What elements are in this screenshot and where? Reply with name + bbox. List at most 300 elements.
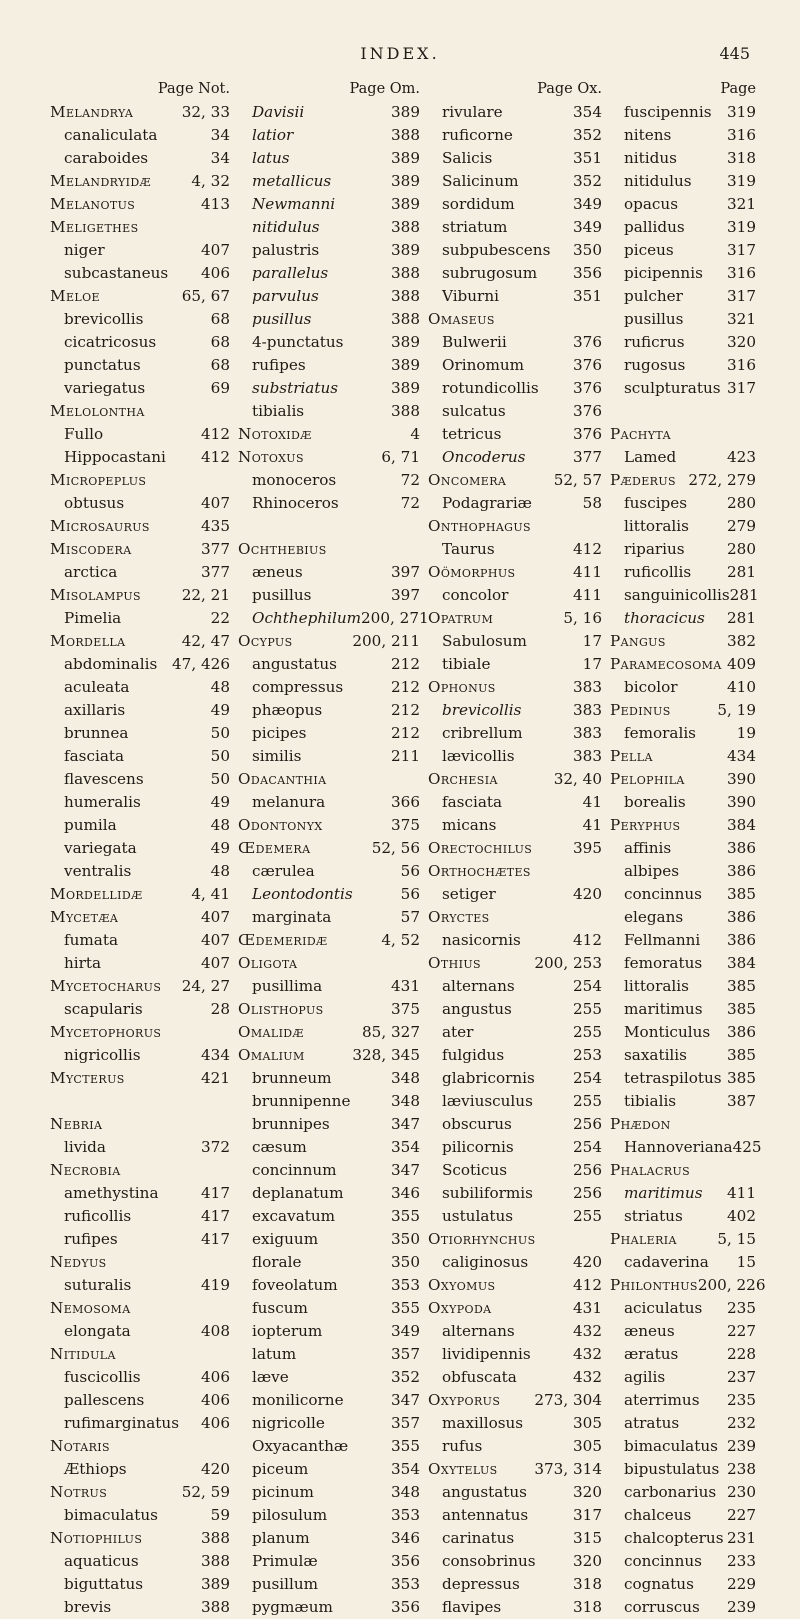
index-entry	[428, 216, 602, 239]
page-reference: 212	[391, 724, 420, 742]
page-reference: 272, 279	[688, 471, 756, 489]
page-reference: 5, 16	[563, 609, 602, 627]
index-entry	[50, 538, 230, 561]
page-reference: 350	[573, 241, 602, 259]
species-name: 4-punctatus	[252, 333, 344, 351]
index-entry	[428, 745, 602, 768]
species-name: elongata	[64, 1322, 131, 1340]
species-name: concinnum	[252, 1161, 337, 1179]
genus-name: Philonthus	[610, 1276, 698, 1294]
page-header	[0, 44, 800, 66]
page-reference: 407	[201, 908, 230, 926]
species-name: Salicis	[442, 149, 493, 167]
species-name: Fullo	[64, 425, 104, 443]
index-entry	[428, 1527, 602, 1550]
index-entry	[428, 998, 602, 1021]
genus-name: Mycetophorus	[50, 1023, 162, 1041]
species-name: alternans	[442, 977, 515, 995]
page-reference: 432	[573, 1368, 602, 1386]
species-name: Orinomum	[442, 356, 525, 374]
column-heading: Page	[720, 81, 756, 97]
page-reference: 386	[727, 862, 756, 880]
species-name: arctica	[64, 563, 118, 581]
species-name: Hannoveriana	[624, 1138, 733, 1156]
index-entry	[238, 331, 420, 354]
page-reference: 351	[573, 149, 602, 167]
column-heading: Page Om.	[349, 81, 420, 97]
genus-name: Oxytelus	[428, 1460, 498, 1478]
index-entry	[610, 906, 756, 929]
page-reference: 232	[727, 1414, 756, 1432]
page-reference: 395	[573, 839, 602, 857]
index-entry	[238, 975, 420, 998]
page-reference: 318	[573, 1598, 602, 1616]
species-name: pusillus	[624, 310, 684, 328]
index-column-4	[610, 78, 766, 1619]
page-reference: 402	[727, 1207, 756, 1225]
species-name: Pimelia	[64, 609, 122, 627]
genus-name: Mordellidæ	[50, 885, 143, 903]
page-reference: 256	[573, 1115, 602, 1133]
page-reference: 256	[573, 1161, 602, 1179]
page-reference: 388	[391, 310, 420, 328]
species-name: scapularis	[64, 1000, 143, 1018]
column-heading: Page Not.	[157, 81, 230, 97]
index-entry	[610, 1067, 756, 1090]
species-name: micans	[442, 816, 497, 834]
index-entry	[610, 331, 756, 354]
species-name: deplanatum	[252, 1184, 344, 1202]
genus-name: Onthophagus	[428, 517, 531, 535]
species-name: substriatus	[252, 379, 339, 397]
species-name: cribrellum	[442, 724, 523, 742]
genus-name: Necrobia	[50, 1161, 121, 1179]
page-reference: 349	[573, 218, 602, 236]
species-name: obfuscata	[442, 1368, 517, 1386]
page-reference	[131, 1297, 230, 1320]
page-reference: 347	[391, 1391, 420, 1409]
page-reference: 315	[573, 1529, 602, 1547]
species-name: striatus	[624, 1207, 683, 1225]
species-name: pallidus	[624, 218, 685, 236]
genus-name: Oömorphus	[428, 563, 516, 581]
page-reference: 49	[210, 839, 230, 857]
species-name: biguttatus	[64, 1575, 144, 1593]
index-entry	[238, 607, 429, 630]
species-name: bicolor	[624, 678, 678, 696]
page-reference: 17	[582, 632, 602, 650]
index-entry	[50, 1182, 230, 1205]
genus-name: Othius	[428, 954, 481, 972]
index-entry	[610, 492, 756, 515]
species-name: caraboides	[64, 149, 149, 167]
genus-name: Ochthebius	[238, 540, 327, 558]
index-entry	[238, 1527, 420, 1550]
genus-name: Omaseus	[428, 310, 495, 328]
index-entry	[610, 1044, 756, 1067]
page-reference: 238	[727, 1460, 756, 1478]
species-name: læviusculus	[442, 1092, 533, 1110]
index-entry	[238, 354, 420, 377]
species-name: cognatus	[624, 1575, 694, 1593]
index-entry	[238, 929, 420, 952]
genus-name: Notoxidæ	[238, 425, 312, 443]
page-reference: 256	[573, 1184, 602, 1202]
species-name: marginata	[252, 908, 332, 926]
page-reference: 385	[727, 1000, 756, 1018]
index-entry	[428, 492, 602, 515]
index-entry	[428, 1113, 602, 1136]
page-reference	[146, 469, 230, 492]
index-entry	[610, 814, 756, 837]
species-name: rufus	[442, 1437, 483, 1455]
index-entry	[50, 1320, 230, 1343]
page-reference: 24, 27	[181, 977, 230, 995]
genus-name: Melanotus	[50, 195, 136, 213]
page-reference: 317	[727, 379, 756, 397]
page-reference: 406	[201, 1414, 230, 1432]
species-name: Æthiops	[64, 1460, 127, 1478]
index-entry	[50, 446, 230, 469]
page-reference	[102, 1113, 230, 1136]
page-reference	[161, 1021, 230, 1044]
page-reference: 319	[727, 218, 756, 236]
page-reference: 389	[391, 333, 420, 351]
index-entry	[610, 1251, 756, 1274]
species-name: depressus	[442, 1575, 520, 1593]
page-reference	[610, 400, 756, 423]
page-reference: 356	[391, 1552, 420, 1570]
index-entry	[238, 446, 420, 469]
genus-name: Ophonus	[428, 678, 496, 696]
genus-name: Pangus	[610, 632, 666, 650]
index-entry	[428, 768, 602, 791]
index-entry	[428, 308, 602, 331]
genus-name: Mycterus	[50, 1069, 125, 1087]
page-reference: 385	[727, 885, 756, 903]
index-entry	[238, 377, 420, 400]
index-entry	[610, 1159, 756, 1182]
index-entry	[238, 1136, 420, 1159]
page-reference: 355	[391, 1207, 420, 1225]
species-name: ustulatus	[442, 1207, 514, 1225]
page-reference	[327, 538, 420, 561]
species-name: parvulus	[252, 287, 319, 305]
index-entry	[428, 1412, 602, 1435]
species-name: Lamed	[624, 448, 677, 466]
species-name: cæsum	[252, 1138, 307, 1156]
index-entry	[238, 998, 420, 1021]
species-name: variegatus	[64, 379, 146, 397]
species-name: latus	[252, 149, 290, 167]
page-reference: 412	[573, 540, 602, 558]
page-reference: 377	[201, 563, 230, 581]
genus-name: Omalium	[238, 1046, 305, 1064]
species-name: monoceros	[252, 471, 337, 489]
page-reference: 384	[727, 954, 756, 972]
species-name: phæopus	[252, 701, 323, 719]
index-entry	[238, 147, 420, 170]
species-name: brevis	[64, 1598, 112, 1616]
page-reference: 435	[201, 517, 230, 535]
page-reference: 200, 253	[534, 954, 602, 972]
page-reference: 376	[573, 402, 602, 420]
species-name: bimaculatus	[624, 1437, 718, 1455]
page-reference: 417	[201, 1230, 230, 1248]
index-entry	[50, 699, 230, 722]
page-reference: 50	[210, 770, 230, 788]
species-name: littoralis	[624, 977, 689, 995]
index-entry	[50, 101, 230, 124]
page-reference: 389	[391, 149, 420, 167]
index-entry	[610, 860, 756, 883]
page-reference: 412	[201, 448, 230, 466]
genus-name: Nemosoma	[50, 1299, 131, 1317]
index-entry	[50, 952, 230, 975]
index-entry	[50, 147, 230, 170]
index-entry	[428, 814, 602, 837]
index-entry	[428, 377, 602, 400]
page-reference: 231	[727, 1529, 756, 1547]
index-entry	[50, 1412, 230, 1435]
index-entry	[238, 584, 420, 607]
page-reference: 357	[391, 1345, 420, 1363]
column-heading: Page Ox.	[537, 81, 602, 97]
species-name: cadaverina	[624, 1253, 709, 1271]
index-entry	[238, 699, 420, 722]
page-reference: 41	[582, 816, 602, 834]
index-entry	[50, 1159, 230, 1182]
page-reference: 388	[391, 287, 420, 305]
species-name: striatum	[442, 218, 508, 236]
species-name: angustatus	[252, 655, 337, 673]
genus-name: Melolontha	[50, 402, 145, 420]
page-reference: 228	[727, 1345, 756, 1363]
index-entry	[610, 423, 756, 446]
genus-name: Meloe	[50, 287, 100, 305]
page-reference: 32, 33	[181, 103, 230, 121]
index-entry	[238, 1159, 420, 1182]
species-name: florale	[252, 1253, 302, 1271]
species-name: axillaris	[64, 701, 126, 719]
index-entry	[428, 193, 602, 216]
index-entry	[238, 1090, 420, 1113]
page-reference: 349	[573, 195, 602, 213]
page-reference: 52, 59	[181, 1483, 230, 1501]
index-entry	[238, 216, 420, 239]
page-reference: 366	[391, 793, 420, 811]
genus-name: Oligota	[238, 954, 298, 972]
page-reference: 386	[727, 931, 756, 949]
species-name: carinatus	[442, 1529, 515, 1547]
species-name: lividipennis	[442, 1345, 531, 1363]
genus-name: Mycetæa	[50, 908, 119, 926]
page-reference: 412	[201, 425, 230, 443]
species-name: cicatricosus	[64, 333, 157, 351]
index-entry	[428, 676, 602, 699]
genus-name: Pella	[610, 747, 653, 765]
index-entry	[610, 446, 756, 469]
page-reference: 420	[573, 1253, 602, 1271]
species-name: foveolatum	[252, 1276, 338, 1294]
index-entry	[238, 768, 420, 791]
page-reference: 50	[210, 724, 230, 742]
species-name: saxatilis	[624, 1046, 687, 1064]
genus-name: Odacanthia	[238, 770, 327, 788]
species-name: Oncoderus	[442, 448, 526, 466]
genus-name: Otiorhynchus	[428, 1230, 536, 1248]
page-reference: 412	[573, 931, 602, 949]
page-reference: 316	[727, 264, 756, 282]
page-reference: 376	[573, 333, 602, 351]
index-entry	[610, 1343, 756, 1366]
page-reference: 354	[573, 103, 602, 121]
species-name: variegata	[64, 839, 137, 857]
species-name: glabricornis	[442, 1069, 535, 1087]
index-entry	[238, 791, 420, 814]
page-reference: 321	[727, 195, 756, 213]
genus-name: Pæderus	[610, 471, 676, 489]
species-name: antennatus	[442, 1506, 529, 1524]
species-name: Oxyacanthæ	[252, 1437, 349, 1455]
species-name: niger	[64, 241, 105, 259]
page-reference: 412	[573, 1276, 602, 1294]
index-entry	[428, 1228, 602, 1251]
page-reference	[671, 423, 756, 446]
index-entry	[50, 423, 230, 446]
index-entry	[428, 285, 602, 308]
page-reference	[139, 216, 230, 239]
page-reference: 317	[727, 241, 756, 259]
page-reference: 409	[727, 655, 756, 673]
genus-name: Orthochætes	[428, 862, 531, 880]
index-entry	[50, 1205, 230, 1228]
page-reference: 52, 57	[553, 471, 602, 489]
index-entry	[610, 1274, 766, 1297]
species-name: pygmæum	[252, 1598, 333, 1616]
page-reference: 59	[210, 1506, 230, 1524]
genus-name: Phalacrus	[610, 1161, 691, 1179]
species-name: lævicollis	[442, 747, 515, 765]
species-name: Scoticus	[442, 1161, 508, 1179]
page-reference: 432	[573, 1345, 602, 1363]
species-name: compressus	[252, 678, 344, 696]
index-entry	[428, 929, 602, 952]
index-entry	[610, 377, 756, 400]
page-reference: 390	[727, 770, 756, 788]
index-entry	[428, 1435, 602, 1458]
page-reference: 389	[391, 241, 420, 259]
page-reference: 22	[210, 609, 230, 627]
index-entry	[428, 791, 602, 814]
species-name: flavipes	[442, 1598, 502, 1616]
page-reference: 432	[573, 1322, 602, 1340]
species-name: ruficollis	[624, 563, 692, 581]
species-name: elegans	[624, 908, 684, 926]
page-reference: 388	[201, 1552, 230, 1570]
page-reference: 281	[727, 563, 756, 581]
page-reference: 48	[210, 816, 230, 834]
species-name: carbonarius	[624, 1483, 717, 1501]
page-reference: 413	[201, 195, 230, 213]
genus-name: Pelophila	[610, 770, 685, 788]
species-name: agilis	[624, 1368, 666, 1386]
index-entry	[610, 699, 756, 722]
species-name: æneus	[624, 1322, 675, 1340]
page-reference: 68	[210, 356, 230, 374]
species-name: fulgidus	[442, 1046, 505, 1064]
species-name: tibialis	[624, 1092, 677, 1110]
species-name: picipes	[252, 724, 307, 742]
species-name: subiliformis	[442, 1184, 533, 1202]
index-entry	[610, 952, 756, 975]
page-reference: 355	[391, 1299, 420, 1317]
species-name: nitens	[624, 126, 672, 144]
species-name: bimaculatus	[64, 1506, 158, 1524]
species-name: similis	[252, 747, 302, 765]
species-name: cærulea	[252, 862, 315, 880]
species-name: alternans	[442, 1322, 515, 1340]
index-entry	[610, 975, 756, 998]
page-reference: 406	[201, 1368, 230, 1386]
page-reference: 254	[573, 1069, 602, 1087]
species-name: maxillosus	[442, 1414, 524, 1432]
index-entry	[428, 538, 602, 561]
page-reference	[531, 515, 602, 538]
species-name: femoratus	[624, 954, 703, 972]
page-reference: 376	[573, 356, 602, 374]
page-reference: 28	[210, 1000, 230, 1018]
page-reference: 211	[391, 747, 420, 765]
species-name: excavatum	[252, 1207, 336, 1225]
page-reference: 407	[201, 954, 230, 972]
index-entry	[238, 1251, 420, 1274]
page-reference: 58	[582, 494, 602, 512]
genus-name: Phædon	[610, 1115, 671, 1133]
page-reference: 353	[391, 1276, 420, 1294]
index-entry	[50, 1297, 230, 1320]
page-reference	[490, 906, 602, 929]
species-name: fuscipennis	[624, 103, 712, 121]
page-reference: 384	[727, 816, 756, 834]
index-entry	[238, 308, 420, 331]
index-entry	[50, 377, 230, 400]
page-reference: 419	[201, 1276, 230, 1294]
index-entry	[610, 1573, 756, 1596]
page-reference: 41	[582, 793, 602, 811]
index-entry	[238, 1228, 420, 1251]
species-name: melanura	[252, 793, 326, 811]
genus-name: Nitidula	[50, 1345, 116, 1363]
page-reference: 347	[391, 1161, 420, 1179]
index-entry	[50, 400, 230, 423]
index-entry	[428, 975, 602, 998]
species-name: pilosulum	[252, 1506, 328, 1524]
species-name: aciculatus	[624, 1299, 703, 1317]
page-reference: 230	[727, 1483, 756, 1501]
index-entry	[50, 998, 230, 1021]
page-reference: 417	[201, 1184, 230, 1202]
page-reference: 320	[727, 333, 756, 351]
species-name: Hippocastani	[64, 448, 166, 466]
species-name: corruscus	[624, 1598, 700, 1616]
page-reference: 5, 15	[717, 1230, 756, 1248]
page-reference: 386	[727, 839, 756, 857]
index-entry	[610, 561, 756, 584]
index-entry	[610, 1182, 756, 1205]
index-entry	[238, 101, 420, 124]
page-reference: 385	[727, 1069, 756, 1087]
